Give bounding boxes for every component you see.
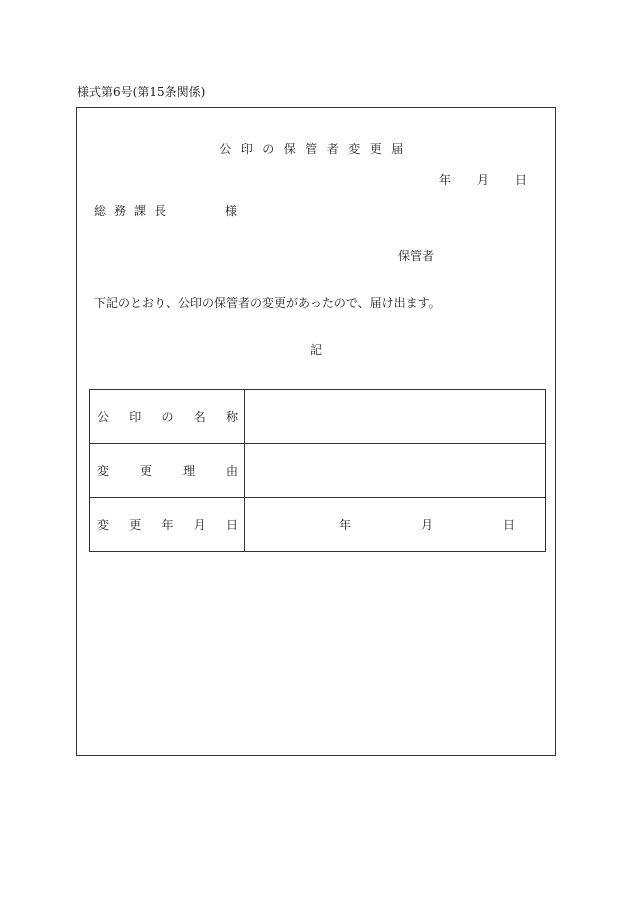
label-char: 称 (225, 410, 238, 424)
label-char: 年 (161, 518, 174, 532)
label-char: 更 (129, 518, 142, 532)
date-month-label: 月 (476, 173, 489, 187)
ki-heading: 記 (309, 343, 322, 357)
form-title: 公印の保管者変更届 (219, 142, 413, 156)
form-number: 様式第6号(第15条関係) (77, 85, 206, 99)
label-char: 印 (129, 410, 142, 424)
submission-date (439, 171, 527, 188)
label-char: 変 (97, 518, 110, 532)
label-char: 月 (193, 518, 206, 532)
change-date-year-label: 年 (339, 518, 352, 532)
change-date-field[interactable] (245, 498, 546, 552)
label-char: 理 (182, 464, 195, 478)
change-reason-field[interactable] (245, 444, 546, 498)
label-char: 公 (97, 410, 110, 424)
seal-name-field[interactable] (245, 390, 546, 444)
date-year-label: 年 (438, 173, 451, 187)
table-row-seal-name (90, 390, 546, 444)
label-char: 日 (225, 518, 238, 532)
label-char: 由 (225, 464, 238, 478)
seal-name-label (90, 390, 245, 444)
table-row-change-date (90, 498, 546, 552)
form-frame (76, 107, 556, 756)
label-char: 変 (97, 464, 110, 478)
addressee-honorific: 様 (225, 204, 238, 218)
change-date-day-label: 日 (502, 518, 515, 532)
label-char: の (161, 410, 174, 424)
holder-label: 保管者 (398, 249, 435, 263)
addressee-name: 総務課長 (94, 204, 175, 218)
change-reason-label (90, 444, 245, 498)
label-char: 名 (193, 410, 206, 424)
change-date-label (90, 498, 245, 552)
table-row-change-reason (90, 444, 546, 498)
date-day-label: 日 (514, 173, 527, 187)
label-char: 更 (139, 464, 152, 478)
details-table (89, 389, 546, 552)
change-date-month-label: 月 (420, 518, 433, 532)
body-text: 下記のとおり、公印の保管者の変更があったので、届け出ます。 (94, 296, 441, 310)
